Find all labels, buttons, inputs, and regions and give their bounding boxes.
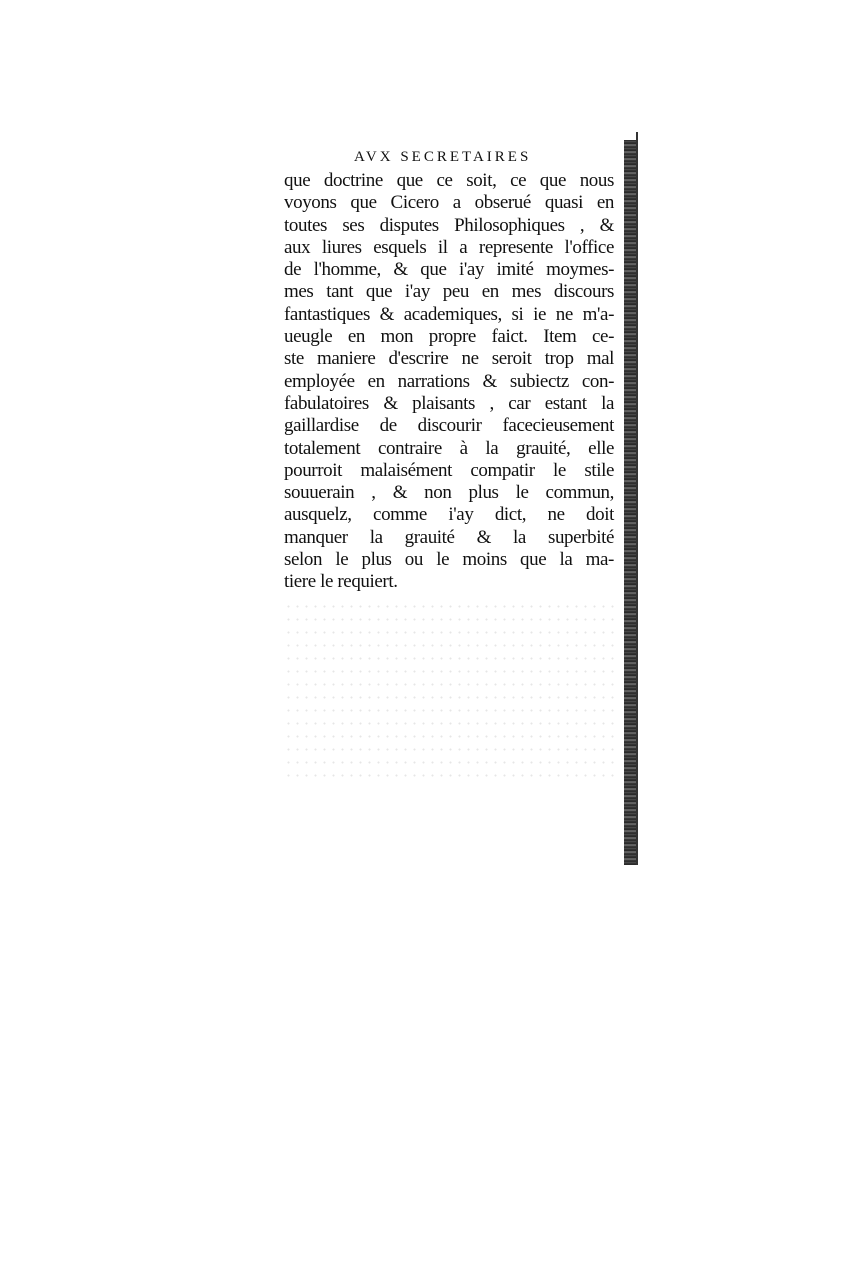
- text-line: toutes ses disputes Philosophiques , &: [284, 214, 614, 236]
- text-line: selon le plus ou le moins que la ma-: [284, 549, 614, 571]
- text-line: ausquelz, comme i'ay dict, ne doit: [284, 504, 614, 526]
- text-line: voyons que Cicero a obserué quasi en: [284, 192, 614, 214]
- text-line: ste maniere d'escrire ne seroit trop mal: [284, 348, 614, 370]
- text-line: gaillardise de discourir facecieusement: [284, 415, 614, 437]
- text-line: mes tant que i'ay peu en mes discours: [284, 281, 614, 303]
- running-head: AVX SECRETAIRES: [354, 149, 532, 165]
- text-line: aux liures esquels il a represente l'office: [284, 236, 614, 258]
- text-line: totalement contraire à la grauité, elle: [284, 437, 614, 459]
- text-line: ueugle en mon propre faict. Item ce-: [284, 326, 614, 348]
- text-line-last: tiere le requiert.: [284, 571, 398, 593]
- text-line: fantastiques & academiques, si ie ne m'a-: [284, 303, 614, 325]
- text-line: fabulatoires & plaisants , car estant la: [284, 392, 614, 414]
- binding-gutter: [624, 140, 636, 865]
- text-line: souuerain , & non plus le commun,: [284, 482, 614, 504]
- text-line: de l'homme, & que i'ay imité moymes-: [284, 259, 614, 281]
- show-through-texture: [284, 600, 614, 780]
- body-text: [284, 170, 614, 594]
- gutter-edge: [636, 132, 638, 865]
- text-line: que doctrine que ce soit, ce que nous: [284, 170, 614, 191]
- text-line: manquer la grauité & la superbité: [284, 526, 614, 548]
- text-line: pourroit malaisément compatir le stile: [284, 459, 614, 481]
- text-line: employée en narrations & subiectz con-: [284, 370, 614, 392]
